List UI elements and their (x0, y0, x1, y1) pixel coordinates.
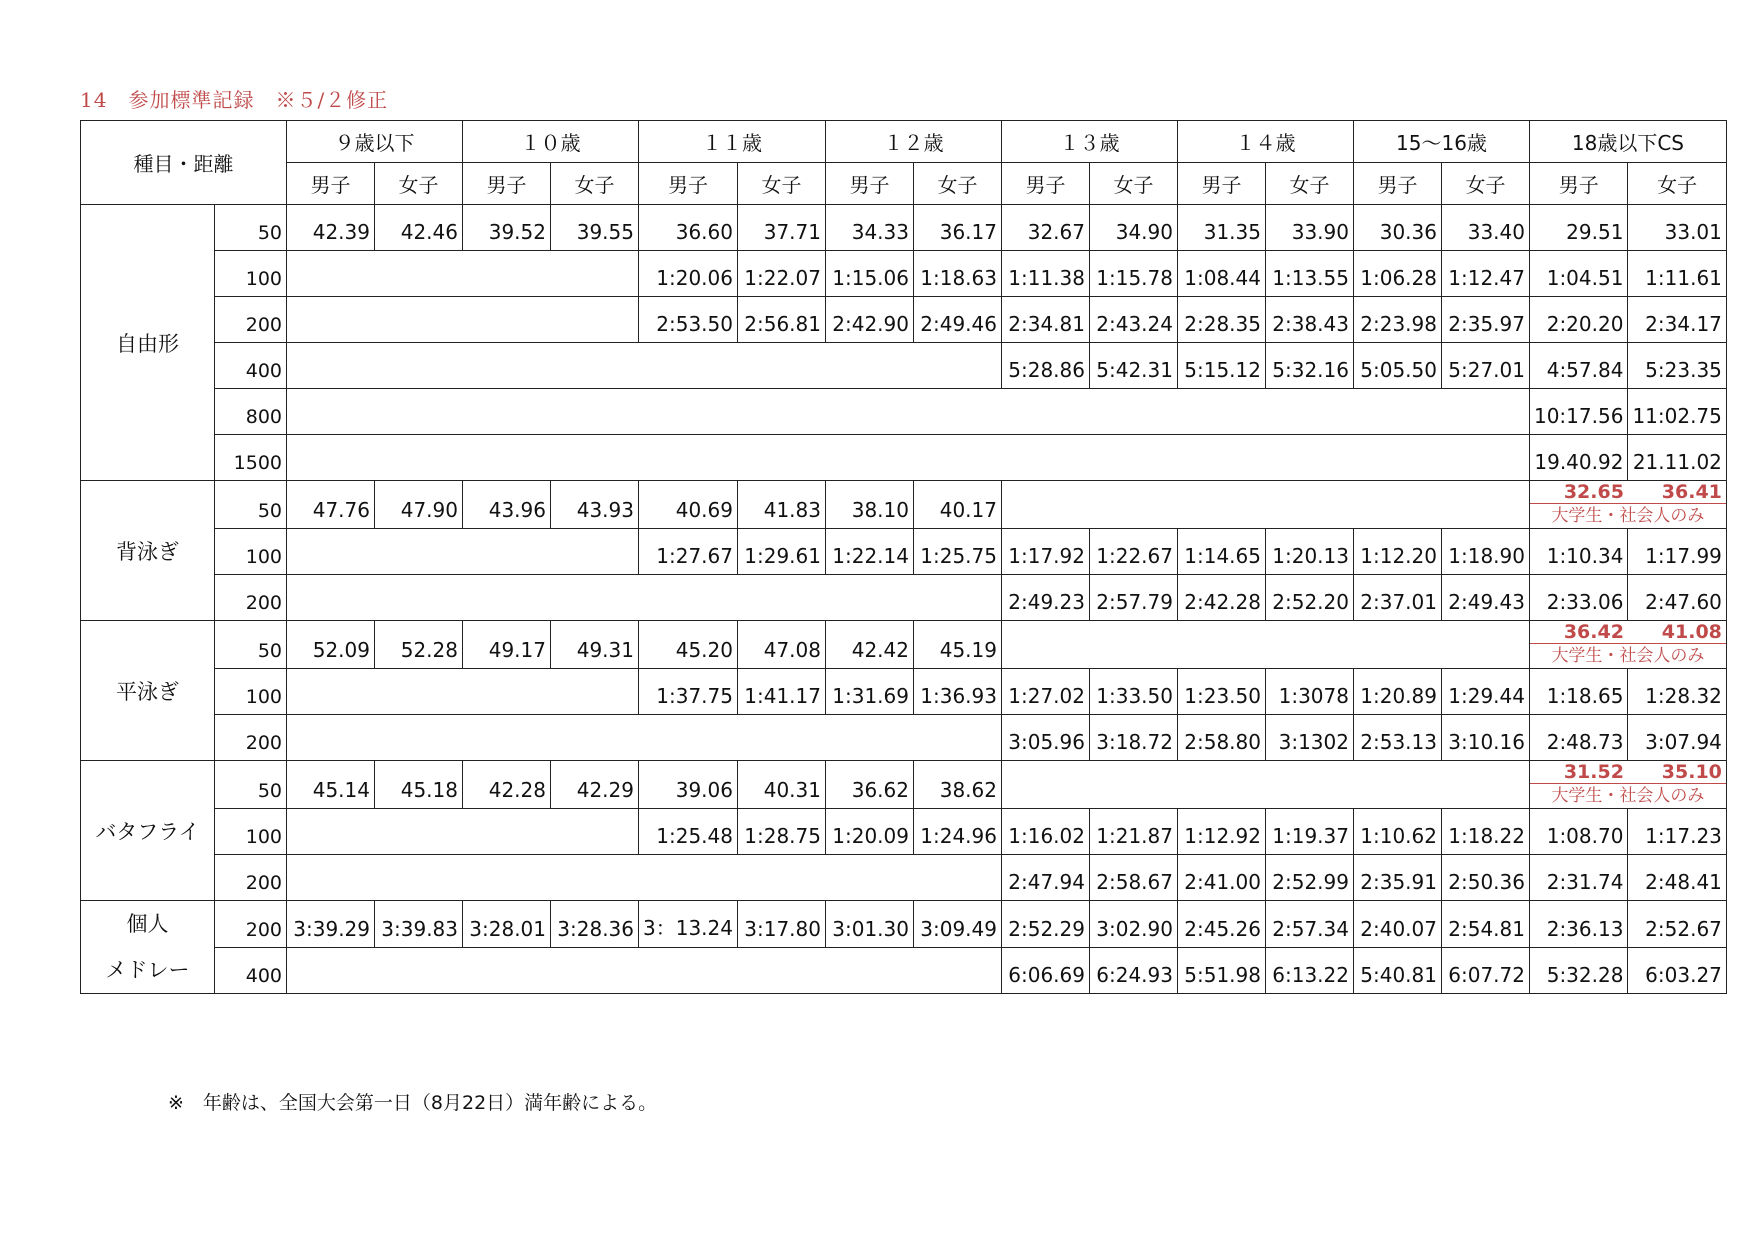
record-cell: 42.46 (375, 205, 463, 251)
record-cell: 1:18.90 (1441, 529, 1529, 575)
record-cell: 3:28.36 (551, 901, 639, 948)
empty-cell (287, 435, 1530, 481)
empty-cell (1001, 481, 1529, 529)
record-cell: 1:10.34 (1529, 529, 1627, 575)
record-cell: 38.10 (825, 481, 913, 529)
empty-cell (287, 343, 1002, 389)
record-cell: 2:54.81 (1441, 901, 1529, 948)
distance-cell: 1500 (215, 435, 287, 481)
record-cell: 1:41.17 (737, 669, 825, 715)
age-header-10: １０歳 (463, 121, 639, 163)
record-cell: 2:38.43 (1265, 297, 1353, 343)
record-cell: 40.69 (639, 481, 738, 529)
record-cell: 2:42.90 (825, 297, 913, 343)
empty-cell (287, 715, 1002, 761)
stroke-name-line: メドレー (105, 958, 190, 982)
record-cell: 33.40 (1441, 205, 1529, 251)
record-cell: 3:1302 (1265, 715, 1353, 761)
record-cell: 1:20.13 (1265, 529, 1353, 575)
record-cell: 47.08 (737, 621, 825, 669)
stroke-name (81, 901, 215, 994)
cs-university-cell (1529, 621, 1726, 669)
empty-cell (1001, 761, 1529, 809)
record-cell: 3:39.83 (375, 901, 463, 948)
stroke-name-line: 個人 (126, 912, 169, 936)
record-cell: 6:07.72 (1441, 947, 1529, 994)
age-header-12: １２歳 (825, 121, 1001, 163)
footnote: ※ 年齢は、全国大会第一日（8月22日）満年齢による。 (168, 1092, 658, 1114)
record-cell: 2:50.36 (1441, 855, 1529, 901)
record-cell: 2:33.06 (1529, 575, 1627, 621)
male-header: 男子 (825, 163, 913, 205)
female-header: 女子 (1265, 163, 1353, 205)
cs-university-records (1530, 761, 1726, 784)
table-row (81, 621, 1727, 669)
stroke-name: 背泳ぎ (81, 481, 215, 621)
table-row (81, 575, 1727, 621)
record-cell: 1:23.50 (1177, 669, 1265, 715)
age-header-11: １１歳 (639, 121, 826, 163)
record-cell: 1:17.99 (1628, 529, 1726, 575)
record-cell: 1:25.48 (639, 809, 738, 855)
record-cell: 1:20.09 (825, 809, 913, 855)
cs-university-records (1530, 481, 1726, 504)
record-cell: 2:41.00 (1177, 855, 1265, 901)
distance-cell: 800 (215, 389, 287, 435)
record-cell: 6:24.93 (1089, 947, 1177, 994)
record-cell: 5:27.01 (1441, 343, 1529, 389)
record-cell: 5:28.86 (1001, 343, 1089, 389)
record-cell: 3:10.16 (1441, 715, 1529, 761)
record-cell: 36.62 (825, 761, 913, 809)
record-cell: 3:17.80 (737, 901, 825, 948)
record-cell: 2:57.34 (1265, 901, 1353, 948)
record-cell: 5:23.35 (1628, 343, 1726, 389)
record-cell: 1:36.93 (913, 669, 1001, 715)
empty-cell (287, 947, 1002, 994)
distance-cell: 200 (215, 575, 287, 621)
record-cell: 39.55 (551, 205, 639, 251)
age-header-13: １３歳 (1001, 121, 1177, 163)
record-cell: 1:18.65 (1529, 669, 1627, 715)
record-cell: 2:52.20 (1265, 575, 1353, 621)
record-cell: 1:15.78 (1089, 251, 1177, 297)
male-header: 男子 (639, 163, 738, 205)
record-cell: 1:11.38 (1001, 251, 1089, 297)
record-cell: 2:37.01 (1353, 575, 1441, 621)
record-cell: 11:02.75 (1628, 389, 1726, 435)
record-cell: 31.35 (1177, 205, 1265, 251)
male-header: 男子 (1353, 163, 1441, 205)
gender-header-row (81, 163, 1727, 205)
record-cell: 1:29.44 (1441, 669, 1529, 715)
female-header: 女子 (551, 163, 639, 205)
empty-cell (287, 809, 639, 855)
record-cell: 47.76 (287, 481, 375, 529)
record-cell: 1:24.96 (913, 809, 1001, 855)
record-cell: 3:18.72 (1089, 715, 1177, 761)
record-cell: 1:12.92 (1177, 809, 1265, 855)
empty-cell (287, 575, 1002, 621)
record-cell: 34.90 (1089, 205, 1177, 251)
stroke-distance-header: 種目・距離 (81, 121, 287, 205)
female-header: 女子 (913, 163, 1001, 205)
age-header-row (81, 121, 1727, 163)
record-cell: 1:08.44 (1177, 251, 1265, 297)
record-cell: 1:14.65 (1177, 529, 1265, 575)
stroke-name: バタフライ (81, 761, 215, 901)
record-cell: 1:27.67 (639, 529, 738, 575)
record-cell: 1:17.23 (1628, 809, 1726, 855)
record-cell: 2:47.94 (1001, 855, 1089, 901)
record-cell: 2:52.29 (1001, 901, 1089, 948)
record-cell: 42.29 (551, 761, 639, 809)
empty-cell (287, 529, 639, 575)
record-cell: 6:06.69 (1001, 947, 1089, 994)
record-cell: 2:52.99 (1265, 855, 1353, 901)
record-cell: 3:07.94 (1628, 715, 1726, 761)
table-row (81, 205, 1727, 251)
table-row (81, 761, 1727, 809)
record-cell: 1:3078 (1265, 669, 1353, 715)
age-header-14: １４歳 (1177, 121, 1353, 163)
record-cell: 2:58.67 (1089, 855, 1177, 901)
record-cell: 1:20.89 (1353, 669, 1441, 715)
standard-records-table (80, 120, 1727, 994)
record-cell: 19.40.92 (1529, 435, 1627, 481)
record-cell: 30.36 (1353, 205, 1441, 251)
record-cell: 39.06 (639, 761, 738, 809)
record-cell: 2:49.23 (1001, 575, 1089, 621)
record-cell: 1:11.61 (1628, 251, 1726, 297)
table-row (81, 529, 1727, 575)
record-cell: 2:48.41 (1628, 855, 1726, 901)
table-row (81, 481, 1727, 529)
cs-university-cell (1529, 761, 1726, 809)
female-header: 女子 (737, 163, 825, 205)
table-row (81, 297, 1727, 343)
record-cell: 10:17.56 (1529, 389, 1627, 435)
record-cell: 2:35.91 (1353, 855, 1441, 901)
empty-cell (287, 251, 639, 297)
record-cell: 1:15.06 (825, 251, 913, 297)
empty-cell (287, 389, 1530, 435)
table-row (81, 947, 1727, 994)
record-cell: 2:48.73 (1529, 715, 1627, 761)
record-cell: 1:16.02 (1001, 809, 1089, 855)
record-cell: 2:34.17 (1628, 297, 1726, 343)
record-cell: 34.33 (825, 205, 913, 251)
record-cell: 2:56.81 (737, 297, 825, 343)
record-cell: 1:22.14 (825, 529, 913, 575)
record-cell: 1:25.75 (913, 529, 1001, 575)
record-cell: 42.42 (825, 621, 913, 669)
record-cell: 52.09 (287, 621, 375, 669)
record-cell: 49.17 (463, 621, 551, 669)
table-row (81, 669, 1727, 715)
male-header: 男子 (1001, 163, 1089, 205)
record-cell: 2:52.67 (1628, 901, 1726, 948)
age-header-9: ９歳以下 (287, 121, 463, 163)
distance-cell: 100 (215, 669, 287, 715)
record-cell: 40.31 (737, 761, 825, 809)
cs-university-note: 大学生・社会人のみ (1551, 646, 1705, 666)
record-cell: 2:53.50 (639, 297, 738, 343)
record-cell: 3:05.96 (1001, 715, 1089, 761)
record-cell: 5:51.98 (1177, 947, 1265, 994)
record-cell: 36.60 (639, 205, 738, 251)
male-header: 男子 (463, 163, 551, 205)
cs-male-record: 32.65 (1563, 481, 1624, 503)
record-cell: 1:13.55 (1265, 251, 1353, 297)
distance-cell: 400 (215, 947, 287, 994)
table-row (81, 715, 1727, 761)
record-cell: 1:27.02 (1001, 669, 1089, 715)
record-cell: 1:12.47 (1441, 251, 1529, 297)
record-cell: 49.31 (551, 621, 639, 669)
cs-university-note: 大学生・社会人のみ (1551, 506, 1705, 526)
empty-cell (287, 669, 639, 715)
record-cell: 1:21.87 (1089, 809, 1177, 855)
record-cell: 47.90 (375, 481, 463, 529)
age-header-15-16: 15～16歳 (1353, 121, 1529, 163)
cs-female-record: 35.10 (1661, 761, 1722, 783)
record-cell: 2:58.80 (1177, 715, 1265, 761)
female-header: 女子 (1089, 163, 1177, 205)
record-cell: 21.11.02 (1628, 435, 1726, 481)
record-cell: 2:53.13 (1353, 715, 1441, 761)
record-cell: 33.01 (1628, 205, 1726, 251)
record-cell: 5:42.31 (1089, 343, 1177, 389)
record-cell: 5:32.16 (1265, 343, 1353, 389)
record-cell: 1:20.06 (639, 251, 738, 297)
record-cell: 5:32.28 (1529, 947, 1627, 994)
record-cell: 2:34.81 (1001, 297, 1089, 343)
record-cell: 1:22.67 (1089, 529, 1177, 575)
record-cell: 1:18.63 (913, 251, 1001, 297)
age-header-18cs: 18歳以下CS (1529, 121, 1726, 163)
record-cell: 45.14 (287, 761, 375, 809)
male-header: 男子 (287, 163, 375, 205)
record-cell: 45.18 (375, 761, 463, 809)
distance-cell: 50 (215, 761, 287, 809)
standard-records-table-wrapper (80, 120, 1727, 994)
male-header: 男子 (1177, 163, 1265, 205)
cs-university-records (1530, 621, 1726, 644)
record-cell: 5:15.12 (1177, 343, 1265, 389)
cs-university-cell (1529, 481, 1726, 529)
record-cell: 2:42.28 (1177, 575, 1265, 621)
record-cell: 1:17.92 (1001, 529, 1089, 575)
record-cell: 36.17 (913, 205, 1001, 251)
record-cell: 43.93 (551, 481, 639, 529)
record-cell: 2:40.07 (1353, 901, 1441, 948)
record-cell: 2:36.13 (1529, 901, 1627, 948)
female-header: 女子 (1628, 163, 1726, 205)
record-cell: 1:04.51 (1529, 251, 1627, 297)
record-cell: 1:28.75 (737, 809, 825, 855)
record-cell: 41.83 (737, 481, 825, 529)
cs-female-record: 36.41 (1661, 481, 1722, 503)
record-cell: 38.62 (913, 761, 1001, 809)
cs-male-record: 36.42 (1563, 621, 1624, 643)
record-cell: 5:05.50 (1353, 343, 1441, 389)
record-cell: 32.67 (1001, 205, 1089, 251)
table-row (81, 435, 1727, 481)
record-cell: 5:40.81 (1353, 947, 1441, 994)
record-cell: 42.28 (463, 761, 551, 809)
record-cell: 2:47.60 (1628, 575, 1726, 621)
record-cell: 43.96 (463, 481, 551, 529)
record-cell: 2:23.98 (1353, 297, 1441, 343)
table-row (81, 343, 1727, 389)
record-cell: 1:10.62 (1353, 809, 1441, 855)
record-cell: 45.20 (639, 621, 738, 669)
record-cell: 2:49.46 (913, 297, 1001, 343)
page-title: 14 参加標準記録 ※５/２修正 (80, 88, 389, 112)
table-row (81, 855, 1727, 901)
distance-cell: 100 (215, 809, 287, 855)
record-cell: 33.90 (1265, 205, 1353, 251)
record-cell: 3:02.90 (1089, 901, 1177, 948)
male-header: 男子 (1529, 163, 1627, 205)
record-cell: 1:22.07 (737, 251, 825, 297)
distance-cell: 200 (215, 855, 287, 901)
record-cell: 4:57.84 (1529, 343, 1627, 389)
record-cell: 1:29.61 (737, 529, 825, 575)
record-cell: 3:01.30 (825, 901, 913, 948)
record-cell: 6:03.27 (1628, 947, 1726, 994)
record-cell: 45.19 (913, 621, 1001, 669)
record-cell: 29.51 (1529, 205, 1627, 251)
female-header: 女子 (375, 163, 463, 205)
record-cell: 1:08.70 (1529, 809, 1627, 855)
record-cell: 42.39 (287, 205, 375, 251)
table-row (81, 389, 1727, 435)
record-cell: 1:12.20 (1353, 529, 1441, 575)
stroke-name: 平泳ぎ (81, 621, 215, 761)
record-cell: 3:39.29 (287, 901, 375, 948)
record-cell: 39.52 (463, 205, 551, 251)
distance-cell: 200 (215, 901, 287, 948)
stroke-name: 自由形 (81, 205, 215, 481)
record-cell: 40.17 (913, 481, 1001, 529)
record-cell: 6:13.22 (1265, 947, 1353, 994)
distance-cell: 200 (215, 297, 287, 343)
distance-cell: 100 (215, 529, 287, 575)
female-header: 女子 (1441, 163, 1529, 205)
record-cell: 1:06.28 (1353, 251, 1441, 297)
cs-university-note: 大学生・社会人のみ (1551, 786, 1705, 806)
record-cell: 2:31.74 (1529, 855, 1627, 901)
record-cell: 2:57.79 (1089, 575, 1177, 621)
record-cell: 2:49.43 (1441, 575, 1529, 621)
record-cell: 52.28 (375, 621, 463, 669)
table-row (81, 901, 1727, 948)
record-cell: 1:33.50 (1089, 669, 1177, 715)
distance-cell: 50 (215, 205, 287, 251)
record-cell: 3：13.24 (639, 901, 738, 948)
record-cell: 3:09.49 (913, 901, 1001, 948)
cs-female-record: 41.08 (1661, 621, 1722, 643)
records-body (81, 205, 1727, 994)
record-cell: 1:37.75 (639, 669, 738, 715)
record-cell: 2:45.26 (1177, 901, 1265, 948)
distance-cell: 100 (215, 251, 287, 297)
distance-cell: 400 (215, 343, 287, 389)
record-cell: 37.71 (737, 205, 825, 251)
record-cell: 1:28.32 (1628, 669, 1726, 715)
table-row (81, 809, 1727, 855)
record-cell: 2:28.35 (1177, 297, 1265, 343)
record-cell: 1:31.69 (825, 669, 913, 715)
record-cell: 1:18.22 (1441, 809, 1529, 855)
empty-cell (287, 855, 1002, 901)
distance-cell: 50 (215, 481, 287, 529)
record-cell: 2:20.20 (1529, 297, 1627, 343)
record-cell: 1:19.37 (1265, 809, 1353, 855)
empty-cell (287, 297, 639, 343)
empty-cell (1001, 621, 1529, 669)
distance-cell: 200 (215, 715, 287, 761)
record-cell: 2:35.97 (1441, 297, 1529, 343)
record-cell: 2:43.24 (1089, 297, 1177, 343)
cs-male-record: 31.52 (1563, 761, 1624, 783)
record-cell: 3:28.01 (463, 901, 551, 948)
distance-cell: 50 (215, 621, 287, 669)
table-row (81, 251, 1727, 297)
